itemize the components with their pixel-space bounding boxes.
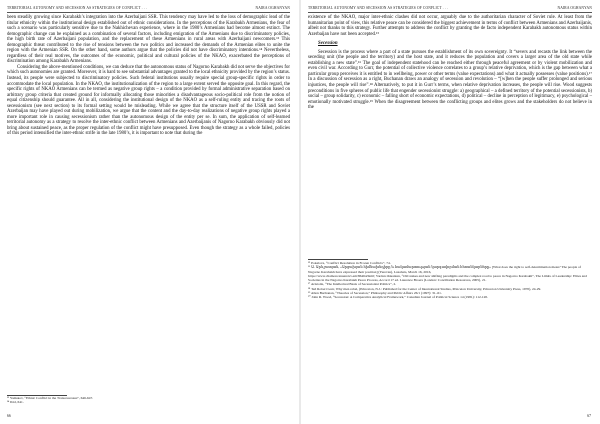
section-heading: Secession	[318, 41, 338, 47]
left-page	[0, 0, 299, 424]
left-footnotes	[7, 396, 290, 405]
footnote: ¹⁶ Ա. Արևշատյան, «Արցախյան հիմնախնդիրը և հակամարտության կարգավորման հեռանկարները» [What does the right to self-determination mean? The people of Nagorno Karabakh have expressed their position] (Yerevan), Lusabats, March 16, 2016,	[308, 265, 581, 274]
paragraph: Secession is the process where a part of a state pursues the establishment of its own sovereignty. It “severs and recasts the link between the seceding unit (the people and the territory) and the host state, and it reduces the population and covers a larger area of the old state while establishing a new state”.¹⁶ The goal of independent statehood can be reached either through peaceful agreement or by violent mobilization and even civil war. According to Gurr, the potential of collective violence correlates to a group’s relative deprivation, which is the gap between what a particular group perceives it is entitled to in wellbeing, power or other terms (value expectations) and what it actually possesses (value positions).¹⁷ In a discussion of secession as a right, Buchanan draws an analogy of secession and revolution – “[w]hen the people suffer prolonged and serious injustices, the people will rise”.¹⁸ Alternatively, to put it in Gurr’s terms, when relative deprivation increases, the people will rise. Wood suggests preconditions in five spheres of public life that engender secessionist struggle: a) geographical – a defined territory of the potential secessionists, b) social – group solidarity, c) economic – falling short of economic expectations, d) political – decline in perception of legitimacy, e) psychological – emotionally motivated struggle.¹⁹ When the disagreement between the conflicting groups and elites grows and the stakeholders do not believe in the	[308, 49, 592, 111]
running-header-author: NAIRA OGHANYAN	[557, 6, 592, 10]
left-body-text	[7, 15, 290, 137]
footnote: https://www.chamoncanuanavv.am/86464/html; Vardan Oskanian, “Old stakes and new shifting paradigms and the complex road to peace in Nagorno Karabakh”, The Limits of Leadership: Elites and Societies in the Nagorno Karabakh Peace Process, Accord 17 ed. Laurence Broers (London: Conciliation Resources, 2005), 21.	[308, 273, 587, 283]
paragraph: Considering the above-mentioned conditions, we can deduce that the autonomous status of Nagorno Karabakh did not serve the objectives for which such autonomies are granted. Moreover, it is hard to see substantial advantages granted to the local ethnicity provided by the region’s status. Instead, its people were subjected to discriminatory policies. Such federal institutions usually require special group-specific rights in order to accommodate the local population. In the NKAO, the institutionalization of the region to a large extent served the opposite goal. In this regard, the specific rights of NKAO Armenians can be termed as negative group rights – a condition provided by formal administrative separation based on arbitrary group criteria that created ground for informally allocating those minorities a disadvantageous socio-political role from the notion of equal citizenship should guarantee. All in all, considering the institutional design of the NKAO as a self-ruling entity and tracing the roots of secessionism (see next section) to its formal setting would be misleading. While we agree that the structure itself of the USSR and Soviet Azerbaijan may have played out during mobilization, we argue that the content and the day-to-day realizations of negative group rights played a more important role in causing secessionism rather than the autonomous design of the entity per se. In sum, the application of self-learned territorial autonomy as a strategy to resolve the inter-ethnic conflict between Armenians and Azerbaijanis of Nagorno Karabakh obviously did not bring about sustained peace, as the proper regulation of the conflict might have presupposed. Even though the strategy as a whole failed, policies of this period intensified the inter-ethnic strife in the late 1980’s, it is important to note that during the	[7, 64, 290, 137]
footnote: ¹⁷ Aristotle, “The Intellectual Basis of Secessionist Politics”, 2.	[308, 282, 397, 287]
page-number: 67	[587, 414, 591, 418]
right-footnotes	[308, 261, 592, 300]
footnote: ¹⁴ Ibid, 641.	[7, 400, 24, 405]
page-number: 66	[7, 414, 11, 418]
running-header-author: NAIRA OGHANYAN	[255, 6, 290, 10]
footnote: ¹⁸ Ted Robert Gurr, Why men rebel, (Princeton, N.J.: Published for the Center of International Studies, Princeton University, Princeton University Press, 1970), 24-29.	[308, 286, 542, 291]
right-body-text	[308, 15, 592, 111]
header-rule	[308, 12, 592, 13]
paragraph: existence of the NKAO, major inter-ethnic clashes did not occur, arguably due to the authoritarian character of Soviet rule. At least from the humanitarian point of view, this relative peace can be considered the biggest achievement in terms of conflict between Armenians and Azerbaijanis, albeit not thanks to this strategy. Further attempts to address the conflict by granting the de facto independent Karabakh autonomous status within Azerbaijan have not been accepted.¹⁵	[308, 15, 592, 37]
footnote: ¹⁹ Allen Buchanan, “Theories of Secession,” Philosophy and Public Affairs 26/1 (1997): 31–61.	[308, 291, 442, 296]
running-header-title: TERRITORIAL AUTONOMY AND SECESSION AS STRATEGIES OF CONFLICT . . .	[308, 6, 448, 10]
right-page	[301, 0, 600, 424]
footnote-rule	[308, 259, 368, 260]
paragraph: been steadily growing since Karabakh’s integration into the Azerbaijani SSR. This tendency may have led to the loss of demographic lead of the titular ethnicity within the institutional design established out of ethnic considerations. In the perceptions of the Karabakh Armenians, the fear of such a scenario was particularly sensitive due to the Nakhichevan experience, where in the 1980’s Armenians had become almost extinct. The demographic change can be explained as a combination of several factors, including emigration of the Armenians due to discriminatory policies, the high birth rate of Azerbaijani population, and the replacement of these Armenians in rural areas with Azerbaijani newcomers.¹³ This demographic threat contributed to the rise of tensions between the two politics and increased the demands of the Armenian elites to unite the region with the Armenian SSR. On the other hand, some authors argue that the policies did not have discriminatory intentions.¹⁴ Nevertheless, regardless of their real motives, the outcomes of the economic, political and cultural policies of the NKAO, exacerbated the perceptions of discrimination among Karabakh Armenians.	[7, 15, 290, 65]
footnote: ¹⁵ Pokalova, “Conflict Resolution in Frozen Conflicts”, 74.	[308, 261, 391, 265]
footnote: ²⁰ John R. Wood, “Secession: A Comparative Analytical Framework,” Canadian Journal of Political Science 14 (1981): 112-120.	[308, 295, 489, 300]
header-rule	[7, 12, 290, 13]
running-header-title: TERRITORIAL AUTONOMY AND SECESSION AS STRATEGIES OF CONFLICT . . .	[7, 6, 147, 10]
footnote: ¹³ Yamskov, “Ethnic Conflict in the Transcaucasus”, 646-647.	[7, 396, 94, 400]
